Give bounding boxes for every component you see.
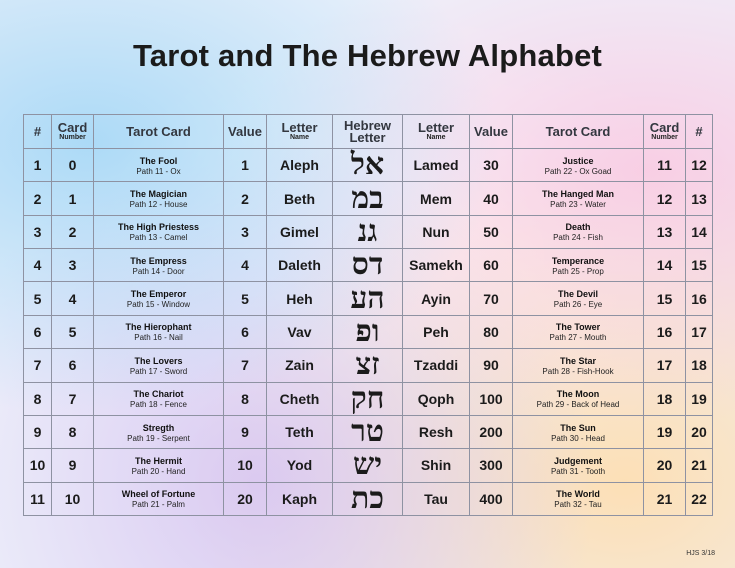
tarot-card-path: Path 20 - Hand (131, 466, 186, 476)
right-tarot-card (513, 482, 644, 515)
left-tarot-card (94, 449, 224, 482)
tarot-card-path: Path 26 - Eye (553, 300, 603, 310)
table-row (24, 315, 713, 348)
left-tarot-card (94, 249, 224, 282)
tarot-card-name: The World (556, 489, 600, 500)
right-card-number: 12 (644, 182, 686, 215)
left-card-number: 6 (52, 349, 94, 382)
tarot-card-path: Path 21 - Palm (132, 500, 185, 510)
tarot-card-path: Path 19 - Serpent (127, 433, 190, 443)
header-letter-sublabel: Name (426, 133, 446, 141)
right-tarot-card (513, 215, 644, 248)
header-number-right: # (686, 115, 713, 149)
left-number: 3 (24, 215, 52, 248)
right-tarot-card (513, 315, 644, 348)
tarot-card-name: The Moon (556, 389, 600, 400)
right-value: 200 (470, 415, 513, 448)
hebrew-letter-left: ז (371, 348, 380, 383)
left-number: 4 (24, 249, 52, 282)
right-letter-name: Shin (403, 449, 470, 482)
right-letter-name: Resh (403, 415, 470, 448)
header-value-left: Value (224, 115, 267, 149)
tarot-card-path: Path 15 - Window (126, 300, 191, 310)
tarot-card-name: The Chariot (133, 389, 184, 400)
left-card-number: 3 (52, 249, 94, 282)
right-tarot-card (513, 282, 644, 315)
header-value-right: Value (470, 115, 513, 149)
header-card-number-right (644, 115, 686, 149)
right-number: 19 (686, 382, 713, 415)
right-value: 70 (470, 282, 513, 315)
tarot-card-path: Path 29 - Back of Head (536, 400, 620, 410)
header-tarot-card-right: Tarot Card (513, 115, 644, 149)
hebrew-letter-right: מ (351, 181, 370, 216)
header-card-label: Card (57, 119, 88, 135)
header-number-left: # (24, 115, 52, 149)
left-letter-name: Daleth (267, 249, 333, 282)
hebrew-letter-right: ל (350, 148, 365, 182)
right-tarot-card (513, 382, 644, 415)
tarot-card-name: The Lovers (134, 355, 183, 366)
hebrew-letter-right: ת (351, 482, 370, 516)
table-row (24, 182, 713, 215)
hebrew-letter-right: ע (350, 281, 368, 316)
left-letter-name: Beth (267, 182, 333, 215)
left-letter-name: Teth (267, 415, 333, 448)
table-row (24, 249, 713, 282)
tarot-card-name: Temperance (551, 255, 605, 266)
right-card-number: 20 (644, 449, 686, 482)
right-card-number: 19 (644, 415, 686, 448)
hebrew-letter-pair (333, 315, 403, 348)
hebrew-letter-pair (333, 282, 403, 315)
tarot-card-name: The Star (559, 355, 596, 366)
hebrew-letter-right: ש (352, 448, 375, 483)
right-letter-name: Nun (403, 215, 470, 248)
tarot-card-path: Path 30 - Head (551, 433, 605, 443)
left-letter-name: Cheth (267, 382, 333, 415)
right-number: 16 (686, 282, 713, 315)
hebrew-letter-left: ד (368, 248, 384, 282)
hebrew-letter-pair (333, 415, 403, 448)
table-body (24, 149, 713, 516)
left-value: 5 (224, 282, 267, 315)
hebrew-letter-right: פ (355, 315, 372, 349)
tarot-card-name: Justice (562, 155, 594, 166)
header-tarot-card-left: Tarot Card (94, 115, 224, 149)
footnote: HJS 3/18 (686, 550, 715, 557)
right-value: 100 (470, 382, 513, 415)
tarot-card-name: The Hermit (134, 455, 182, 466)
hebrew-letter-pair (333, 482, 403, 515)
header-hebrew-letter-label: Hebrew Letter (344, 117, 391, 145)
header-card-label: Card (649, 119, 680, 135)
left-letter-name: Vav (267, 315, 333, 348)
left-letter-name: Zain (267, 349, 333, 382)
hebrew-letter-pair (333, 149, 403, 182)
table-row (24, 282, 713, 315)
right-card-number: 18 (644, 382, 686, 415)
hebrew-letter-right: ר (351, 415, 366, 449)
right-letter-name: Peh (403, 315, 470, 348)
header-letter-name-left (267, 115, 333, 149)
tarot-card-name: The Empress (130, 255, 187, 266)
hebrew-letter-left: ה (367, 281, 385, 316)
hebrew-letter-left: ט (365, 415, 384, 449)
left-letter-name: Aleph (267, 149, 333, 182)
header-letter-name-right (403, 115, 470, 149)
tarot-card-name: The Hierophant (125, 322, 192, 333)
left-number: 9 (24, 415, 52, 448)
tarot-card-path: Path 23 - Water (550, 200, 606, 210)
tarot-card-name: The Sun (560, 422, 596, 433)
right-value: 60 (470, 249, 513, 282)
right-card-number: 11 (644, 149, 686, 182)
left-card-number: 10 (52, 482, 94, 515)
right-value: 30 (470, 149, 513, 182)
tarot-card-name: Death (565, 222, 591, 233)
tarot-card-name: The Devil (557, 289, 598, 300)
right-value: 50 (470, 215, 513, 248)
right-letter-name: Ayin (403, 282, 470, 315)
right-letter-name: Tzaddi (403, 349, 470, 382)
table-row (24, 349, 713, 382)
header-row (24, 115, 713, 149)
left-tarot-card (94, 415, 224, 448)
right-number: 22 (686, 482, 713, 515)
right-tarot-card (513, 415, 644, 448)
hebrew-letter-pair (333, 449, 403, 482)
left-value: 2 (224, 182, 267, 215)
left-tarot-card (94, 382, 224, 415)
left-value: 9 (224, 415, 267, 448)
right-tarot-card (513, 249, 644, 282)
tarot-card-name: The Emperor (130, 289, 187, 300)
right-number: 20 (686, 415, 713, 448)
right-number: 12 (686, 149, 713, 182)
right-letter-name: Samekh (403, 249, 470, 282)
left-value: 3 (224, 215, 267, 248)
header-letter-label: Letter (417, 119, 455, 135)
left-number: 1 (24, 149, 52, 182)
tarot-card-path: Path 25 - Prop (552, 266, 604, 276)
page-title: Tarot and The Hebrew Alphabet (132, 38, 603, 73)
hebrew-letter-left: י (374, 448, 383, 483)
tarot-hebrew-table (23, 114, 713, 516)
hebrew-letter-left: ו (371, 315, 380, 349)
hebrew-letter-left: ח (366, 382, 385, 416)
left-tarot-card (94, 182, 224, 215)
tarot-card-path: Path 28 - Fish-Hook (542, 366, 614, 376)
right-value: 40 (470, 182, 513, 215)
left-letter-name: Gimel (267, 215, 333, 248)
left-number: 11 (24, 482, 52, 515)
tarot-card-path: Path 14 - Door (132, 266, 185, 276)
tarot-card-path: Path 13 - Camel (129, 233, 188, 243)
right-value: 400 (470, 482, 513, 515)
table-row (24, 215, 713, 248)
right-number: 21 (686, 449, 713, 482)
left-number: 7 (24, 349, 52, 382)
tarot-card-name: The Tower (555, 322, 601, 333)
left-card-number: 7 (52, 382, 94, 415)
right-tarot-card (513, 182, 644, 215)
right-value: 90 (470, 349, 513, 382)
left-value: 10 (224, 449, 267, 482)
left-number: 10 (24, 449, 52, 482)
tarot-card-path: Path 24 - Fish (553, 233, 603, 243)
hebrew-letter-left: ב (369, 181, 384, 216)
left-card-number: 9 (52, 449, 94, 482)
table-row (24, 149, 713, 182)
left-card-number: 5 (52, 315, 94, 348)
right-value: 300 (470, 449, 513, 482)
left-tarot-card (94, 215, 224, 248)
right-card-number: 16 (644, 315, 686, 348)
right-number: 13 (686, 182, 713, 215)
left-card-number: 8 (52, 415, 94, 448)
hebrew-letter-pair (333, 182, 403, 215)
right-value: 80 (470, 315, 513, 348)
left-number: 8 (24, 382, 52, 415)
left-tarot-card (94, 282, 224, 315)
right-tarot-card (513, 449, 644, 482)
hebrew-letter-right: ק (350, 382, 367, 416)
left-letter-name: Yod (267, 449, 333, 482)
left-number: 5 (24, 282, 52, 315)
tarot-card-name: The Magician (129, 189, 187, 200)
tarot-card-path: Path 17 - Sword (129, 366, 188, 376)
right-card-number: 14 (644, 249, 686, 282)
tarot-card-path: Path 22 - Ox Goad (544, 166, 612, 176)
left-value: 6 (224, 315, 267, 348)
table-row (24, 482, 713, 515)
left-tarot-card (94, 315, 224, 348)
tarot-card-name: The Hanged Man (541, 189, 614, 200)
tarot-card-name: Wheel of Fortune (121, 489, 196, 500)
table-row (24, 449, 713, 482)
right-card-number: 17 (644, 349, 686, 382)
tarot-card-name: Judgement (553, 455, 602, 466)
right-card-number: 15 (644, 282, 686, 315)
right-number: 17 (686, 315, 713, 348)
hebrew-letter-pair (333, 215, 403, 248)
hebrew-letter-pair (333, 249, 403, 282)
left-value: 4 (224, 249, 267, 282)
right-number: 15 (686, 249, 713, 282)
table-row (24, 382, 713, 415)
tarot-card-path: Path 16 - Nail (134, 333, 183, 343)
left-card-number: 2 (52, 215, 94, 248)
right-tarot-card (513, 149, 644, 182)
hebrew-letter-left: ג (367, 215, 378, 249)
left-letter-name: Kaph (267, 482, 333, 515)
right-number: 18 (686, 349, 713, 382)
tarot-card-path: Path 27 - Mouth (549, 333, 607, 343)
header-card-sublabel: Number (651, 133, 678, 141)
tarot-card-path: Path 31 - Tooth (550, 466, 606, 476)
tarot-card-path: Path 18 - Fence (130, 400, 187, 410)
left-tarot-card (94, 482, 224, 515)
hebrew-letter-left: א (364, 148, 385, 182)
hebrew-letter-right: ס (351, 248, 369, 282)
right-card-number: 13 (644, 215, 686, 248)
tarot-card-path: Path 11 - Ox (136, 166, 181, 176)
left-tarot-card (94, 149, 224, 182)
hebrew-letter-left: כ (369, 482, 384, 516)
hebrew-letter-right: צ (355, 348, 372, 383)
tarot-card-path: Path 32 - Tau (554, 500, 602, 510)
right-letter-name: Lamed (403, 149, 470, 182)
left-number: 6 (24, 315, 52, 348)
left-card-number: 0 (52, 149, 94, 182)
right-tarot-card (513, 349, 644, 382)
tarot-card-name: The High Priestess (117, 222, 200, 233)
left-value: 20 (224, 482, 267, 515)
left-number: 2 (24, 182, 52, 215)
tarot-card-name: Stregth (142, 422, 175, 433)
header-letter-label: Letter (281, 119, 318, 135)
left-letter-name: Heh (267, 282, 333, 315)
table-row (24, 415, 713, 448)
hebrew-letter-pair (333, 382, 403, 415)
tarot-card-path: Path 12 - House (129, 200, 188, 210)
hebrew-letter-right: נ (357, 215, 368, 249)
header-card-number-left (52, 115, 94, 149)
right-letter-name: Qoph (403, 382, 470, 415)
header-letter-sublabel: Name (289, 133, 310, 141)
left-card-number: 4 (52, 282, 94, 315)
header-card-sublabel: Number (59, 133, 86, 141)
right-letter-name: Mem (403, 182, 470, 215)
right-card-number: 21 (644, 482, 686, 515)
left-tarot-card (94, 349, 224, 382)
left-value: 7 (224, 349, 267, 382)
left-value: 1 (224, 149, 267, 182)
right-number: 14 (686, 215, 713, 248)
left-card-number: 1 (52, 182, 94, 215)
left-value: 8 (224, 382, 267, 415)
right-letter-name: Tau (403, 482, 470, 515)
header-hebrew-letter (333, 115, 403, 149)
hebrew-letter-pair (333, 349, 403, 382)
tarot-card-name: The Fool (139, 155, 178, 166)
